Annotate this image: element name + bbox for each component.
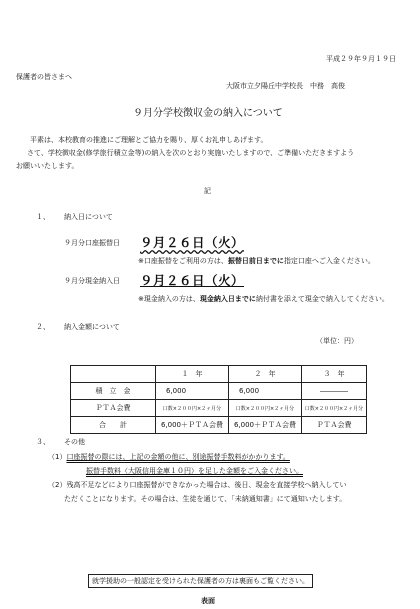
table-cell: 口数×２００円×２ヶ月分 [229, 400, 302, 417]
section1-heading: 納入日について [64, 213, 113, 221]
unit-label: （単位：円） [316, 337, 358, 345]
table-cell: 積 立 金 [71, 383, 156, 400]
section3-item1-line2: 振替手数料（大阪信用金庫１０円）を足した金額をご入金ください。 [86, 467, 303, 475]
transfer-label: ９月分口座振替日 [64, 239, 120, 247]
table-row [71, 417, 367, 434]
cash-note [138, 294, 389, 304]
table-header-cell [71, 366, 156, 383]
table-cell: 口数×２００円×２ヶ月分 [302, 400, 367, 417]
table-cell: 6,000 [229, 383, 302, 400]
cash-note-bold: 現金納入日までに [199, 295, 256, 303]
transfer-date: ９月２６日（火） [140, 235, 245, 250]
fee-table [70, 365, 367, 434]
cash-label: ９月分現金納入日 [64, 277, 120, 285]
sender: 大阪市立夕陽丘中学校長 中務 高俊 [226, 82, 345, 90]
transfer-note-post: 指定口座へご入金ください。 [283, 257, 375, 265]
section1-number: １、 [36, 213, 50, 221]
footer-note-box: 就学援助の一般認定を受けられた保護者の方は裏面もご覧ください。 [88, 574, 313, 588]
table-header-cell: ２ 年 [229, 366, 302, 383]
transfer-note-bold: 振替日前日までに [227, 257, 284, 265]
item1-underlined-text: 口座振替の際には、上記の金額の他に、別途振替手数料がかかります。 [66, 453, 290, 461]
section2-heading: 納入金額について [64, 323, 120, 331]
ki-marker: 記 [204, 187, 211, 195]
table-cell: 合 計 [71, 417, 156, 434]
section2-number: ２、 [36, 323, 50, 331]
section3-item2-line1: （2）残高不足などにより口座振替ができなかった場合は、後日、現金を直接学校へ納入してい [48, 481, 347, 489]
intro-line-3: お願いいたします。 [16, 162, 79, 170]
cash-date: ９月２６日（火） [140, 273, 245, 288]
cash-note-post: 納付書を添えて現金で納入してください。 [255, 295, 389, 303]
table-cell: ＰＴＡ会費 [302, 417, 367, 434]
table-cell: ＰＴＡ会費 [71, 400, 156, 417]
document-title: ９月分学校徴収金の納入について [133, 108, 283, 119]
table-cell: 6,000＋ＰＴＡ会費 [156, 417, 229, 434]
section3-item2-line2: ただくことになります。その場合は、生徒を通じて、「未納通知書」にて通知いたします。 [64, 495, 347, 503]
letter-date: 平成２９年９月１９日 [326, 55, 396, 63]
transfer-note-pre: ※口座振替をご利用の方は、 [138, 257, 228, 265]
cash-note-pre: ※現金納入の方は、 [138, 295, 200, 303]
transfer-note [138, 256, 375, 266]
table-cell: 口数×２００円×２ヶ月分 [156, 400, 229, 417]
table-cell: ―――― [302, 383, 367, 400]
section3-heading: その他 [64, 438, 85, 446]
table-row [71, 400, 367, 417]
item1-number: （1） [48, 453, 67, 461]
table-header-cell: １ 年 [156, 366, 229, 383]
table-row [71, 383, 367, 400]
page-label: 表面 [201, 597, 215, 605]
table-cell: 6,000 [156, 383, 229, 400]
intro-line-1: 平素は、本校教育の推進にご理解とご協力を賜り、厚くお礼申しあげます。 [30, 136, 268, 144]
section3-number: ３、 [36, 438, 50, 446]
intro-line-2: さて、学校徴収金(修学旅行積立金等)の納入を次のとおり実施いたしますので、ご準備いただきますよう [27, 149, 355, 157]
section3-item1-line1 [48, 452, 290, 462]
recipient: 保護者の皆さまへ [16, 73, 72, 81]
table-cell: 6,000＋ＰＴＡ会費 [229, 417, 302, 434]
table-header-cell: ３ 年 [302, 366, 367, 383]
table-header-row [71, 366, 367, 383]
